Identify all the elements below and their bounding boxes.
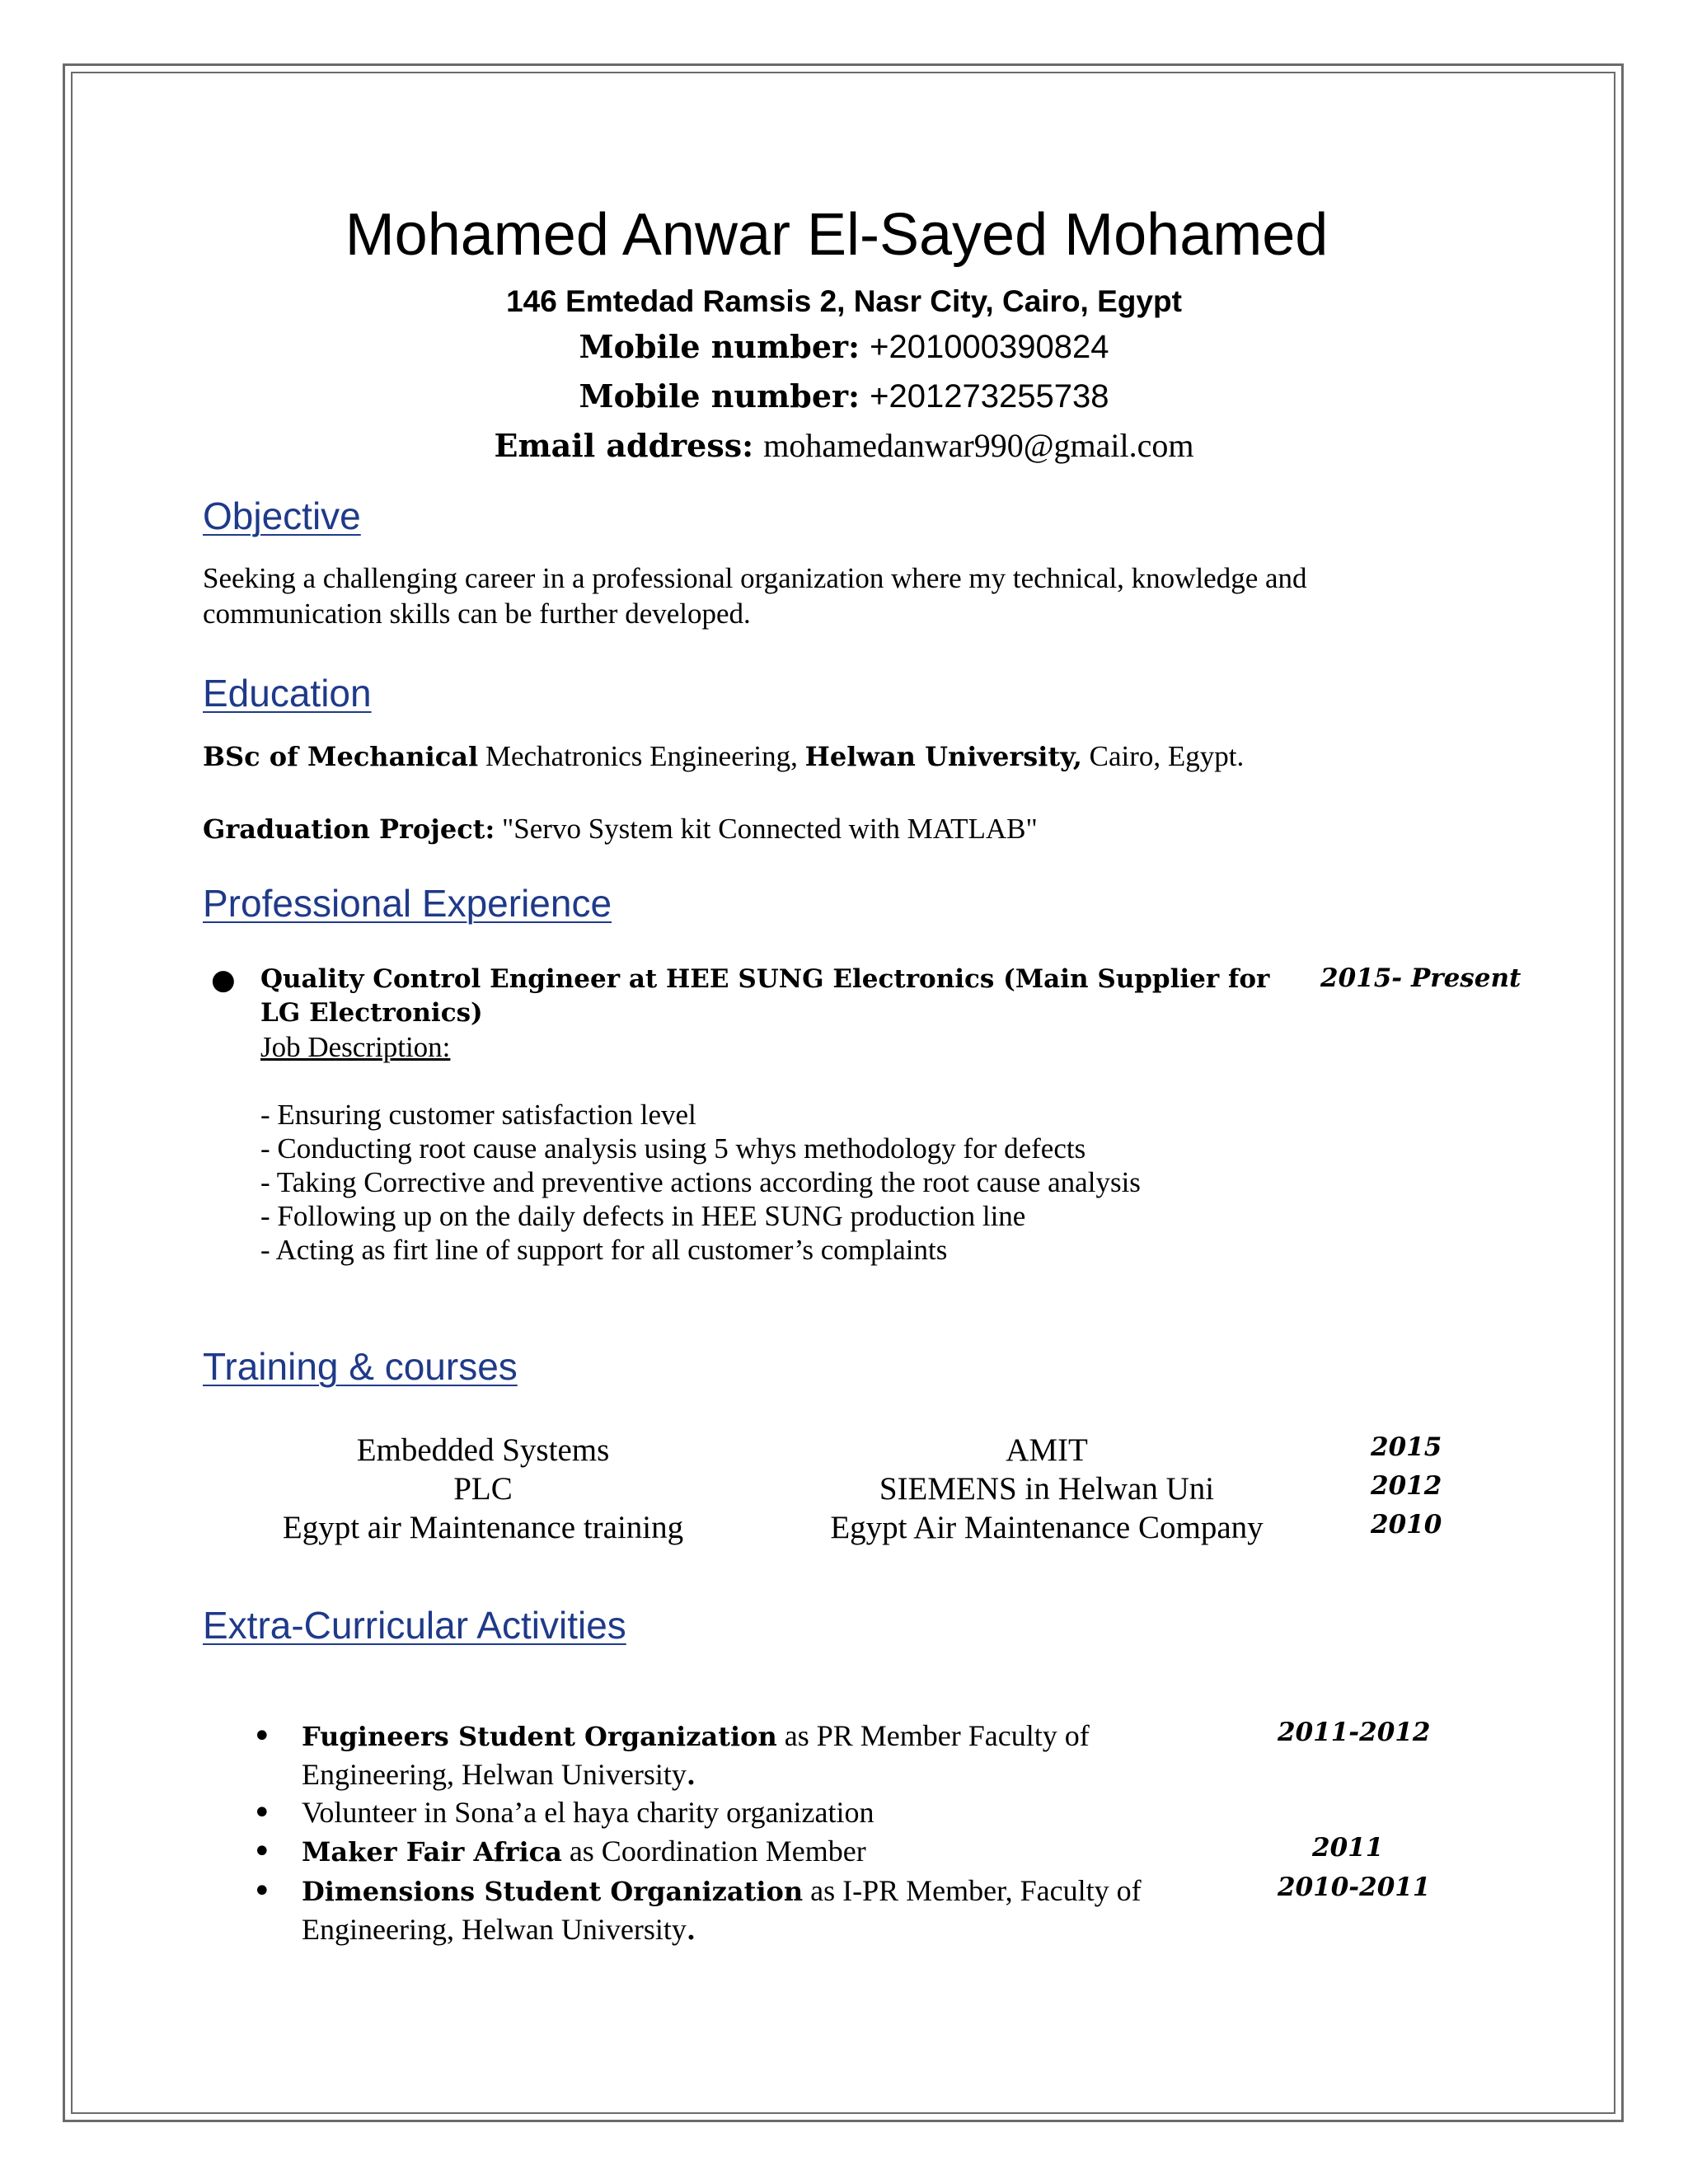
training-provider: SIEMENS in Helwan Uni: [879, 1471, 1215, 1507]
graduation-project: [203, 811, 1489, 847]
bullet-icon: •: [252, 1872, 272, 1910]
training-course: Egypt air Maintenance training: [282, 1510, 684, 1545]
email-label: Email address:: [494, 427, 754, 464]
email-line: [0, 425, 1688, 466]
duty-item: - Taking Corrective and preventive actions according the root cause analysis: [260, 1166, 1141, 1198]
activity-org: Dimensions Student Organization: [302, 1876, 804, 1907]
training-year: 2015: [1371, 1432, 1442, 1462]
training-year: 2010: [1371, 1510, 1442, 1540]
mobile-line-1: [0, 326, 1688, 368]
experience-years: 2015- Present: [1320, 963, 1522, 993]
section-heading-experience: Professional Experience: [203, 882, 612, 925]
email-address: mohamedanwar990@gmail.com: [763, 427, 1194, 464]
activity-role: as PR Member Faculty of: [776, 1719, 1090, 1752]
job-description-label: Job Description:: [260, 1031, 451, 1063]
duty-item: - Ensuring customer satisfaction level: [260, 1099, 696, 1131]
experience-entry: [260, 963, 1274, 1267]
bullet-icon: ●: [211, 963, 236, 996]
mobile-number: +201000390824: [870, 329, 1109, 365]
bullet-icon: •: [252, 1718, 272, 1755]
university-name: Helwan University,: [804, 741, 1082, 772]
activity-org: Maker Fair Africa: [302, 1836, 562, 1868]
training-course: PLC: [453, 1471, 513, 1507]
mobile-line-2: [0, 376, 1688, 417]
education-degree: [203, 738, 1489, 775]
job-title: Quality Control Engineer at HEE SUNG Electronics (Main Supplier for LG Electronics): [260, 964, 1270, 1028]
degree-label: BSc of Mechanical: [203, 741, 479, 772]
activity-year: 2011-2012: [1278, 1718, 1431, 1747]
training-provider: AMIT: [1006, 1432, 1088, 1468]
mobile-number: +201273255738: [870, 378, 1109, 415]
activity-role-cont: Engineering, Helwan University: [302, 1913, 687, 1946]
activity-role: as Coordination Member: [561, 1835, 866, 1868]
activity-item: [302, 1717, 1233, 1794]
training-year: 2012: [1371, 1471, 1442, 1501]
bullet-icon: •: [252, 1833, 272, 1871]
university-location: Cairo, Egypt.: [1081, 740, 1245, 772]
mobile-label: Mobile number:: [579, 377, 860, 415]
candidate-name: Mohamed Anwar El-Sayed Mohamed: [345, 202, 1329, 268]
section-heading-activities: Extra-Curricular Activities: [203, 1604, 626, 1647]
training-provider: Egypt Air Maintenance Company: [830, 1510, 1264, 1545]
duty-item: - Following up on the daily defects in HEE SUNG production line: [260, 1200, 1026, 1232]
activity-item: [302, 1872, 1233, 1949]
objective-text: Seeking a challenging career in a professional organization where my technical, knowledge and communication skills can be further developed.: [203, 562, 1307, 630]
training-course: Embedded Systems: [356, 1432, 610, 1468]
project-label: Graduation Project:: [203, 813, 495, 845]
activity-role: as I-PR Member, Faculty of: [803, 1874, 1142, 1907]
degree-field: Mechatronics Engineering,: [478, 740, 805, 772]
section-heading-objective: Objective: [203, 494, 361, 537]
activity-role-cont: Engineering, Helwan University: [302, 1758, 687, 1791]
section-heading-training: Training & courses: [203, 1345, 518, 1388]
project-title: "Servo System kit Connected with MATLAB": [495, 813, 1038, 845]
duty-item: - Conducting root cause analysis using 5 whys methodology for defects: [260, 1132, 1086, 1165]
activity-year: 2010-2011: [1278, 1872, 1431, 1902]
address: 146 Emtedad Ramsis 2, Nasr City, Cairo, Egypt: [506, 284, 1182, 318]
mobile-label: Mobile number:: [579, 328, 860, 365]
bullet-icon: •: [252, 1794, 272, 1832]
activity-org: Fugineers Student Organization: [302, 1721, 777, 1752]
duty-item: - Acting as firt line of support for all customer’s complaints: [260, 1234, 948, 1266]
activity-item: [302, 1832, 1233, 1871]
activity-year: 2011: [1312, 1833, 1384, 1863]
activity-end: .: [686, 1915, 696, 1946]
section-heading-education: Education: [203, 672, 372, 715]
activity-text: Volunteer in Sona’a el haya charity organization: [302, 1796, 874, 1829]
activity-item: [302, 1793, 1233, 1831]
activity-end: .: [686, 1760, 696, 1791]
